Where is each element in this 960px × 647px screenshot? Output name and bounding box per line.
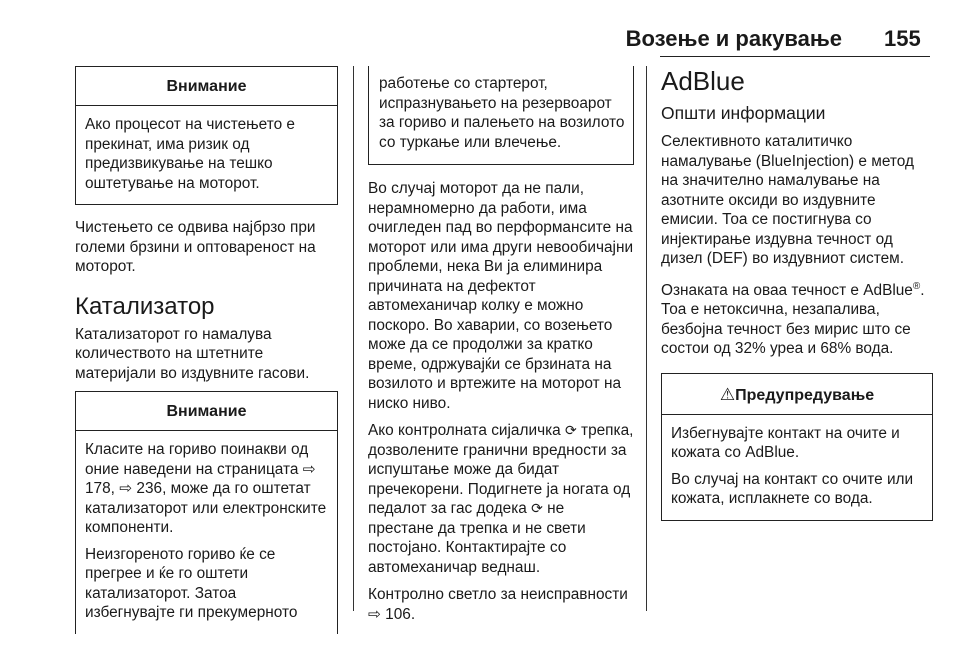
notice-title: Внимание [166,78,247,95]
notice-body [369,66,633,164]
paragraph: Ознаката на оваа течност е AdBlue®. Тоа е нетоксична, незапалива, безбојна течност без мирис што се состои од 32% уреа и 68% вода. [661,280,925,358]
notice-box-catalyst [75,391,338,634]
paragraph: Контролно светло за неисправности ⇨ 106. [368,586,628,623]
warning-text: Во случај на контакт со очите или кожата, исплакнете со вода. [671,470,914,508]
column-left [75,66,338,647]
paragraph: Селективното каталитичко намалување (BlueInjection) е метод на значително намалување на азотните оксиди во издувните емисии. Тоа се постигнува со инјектирање издувна течност од дизел (DEF) во издувниот систем. [661,133,914,267]
paragraph: Ако контролната сијаличка ⟳ трепка, дозволените гранични вредности за испуштање може да бидат пречекорени. Подигнете ја ногата од педалот за гас додека ⟳ не престане да трепка и не свети постојано. Контактирајте со автомеханичар веднаш. [368,422,634,576]
warning-body [662,414,932,520]
notice-box-continued [368,66,634,165]
header-rule [660,56,930,57]
paragraph: Во случај моторот да не пали, нерамномерно да работи, има очигледен пад во перформансите на моторот или има други невообичајни проблеми, нека Ви ја елиминира причината на дефектот автомеханичар колку е можно поскоро. Во хаварии, со возењето може да се продолжи за кратко време, одржувајќи се брзината на возилото и вртежите на моторот на ниско ниво. [368,180,634,412]
engine-lamp-icon: ⟳ [531,500,543,516]
paragraph: Катализаторот го намалува количеството на штетните материјали во издувните гасови. [75,325,310,382]
section-heading-catalyst: Катализатор [75,292,215,320]
notice-text: Ако процесот на чистењето е прекинат, има ризик од предизвикување на тешко оштетување на моторот. [85,116,295,192]
paragraph: Чистењето се одвива најбрзо при големи брзини и оптовареност на моторот. [75,219,316,275]
notice-body [76,430,337,634]
notice-text: Неизгореното гориво ќе се прегрее и ќе го оштети катализаторот. Затоа избегнувајте ги прекумерното [85,545,298,621]
notice-box [75,66,338,205]
column-middle [368,66,634,632]
column-divider [353,66,354,611]
subheading-general-info: Општи информации [661,103,826,123]
warning-triangle-icon: ⚠ [719,384,736,404]
notice-text: Класите на гориво поинакви од оние наведени на страницата ⇨ 178, ⇨ 236, може да го оштетат катализаторот или електронските компоненти. [85,441,327,536]
running-header: Возење и ракување [625,26,842,51]
page-number: 155 [884,26,921,51]
section-heading-adblue: AdBlue [661,66,745,96]
notice-text: работење со стартерот, испразнувањето на резервоарот за гориво и палењето на возилото со туркање или влечење. [379,75,625,151]
column-right [661,66,933,534]
notice-title: Внимание [166,403,247,420]
notice-body [76,105,337,204]
column-divider [646,66,647,611]
engine-lamp-icon: ⟳ [565,422,577,438]
warning-text: Избегнувајте контакт на очите и кожата со AdBlue. [671,424,900,462]
warning-title: ⚠Предупредување [719,384,875,404]
warning-box [661,373,933,521]
